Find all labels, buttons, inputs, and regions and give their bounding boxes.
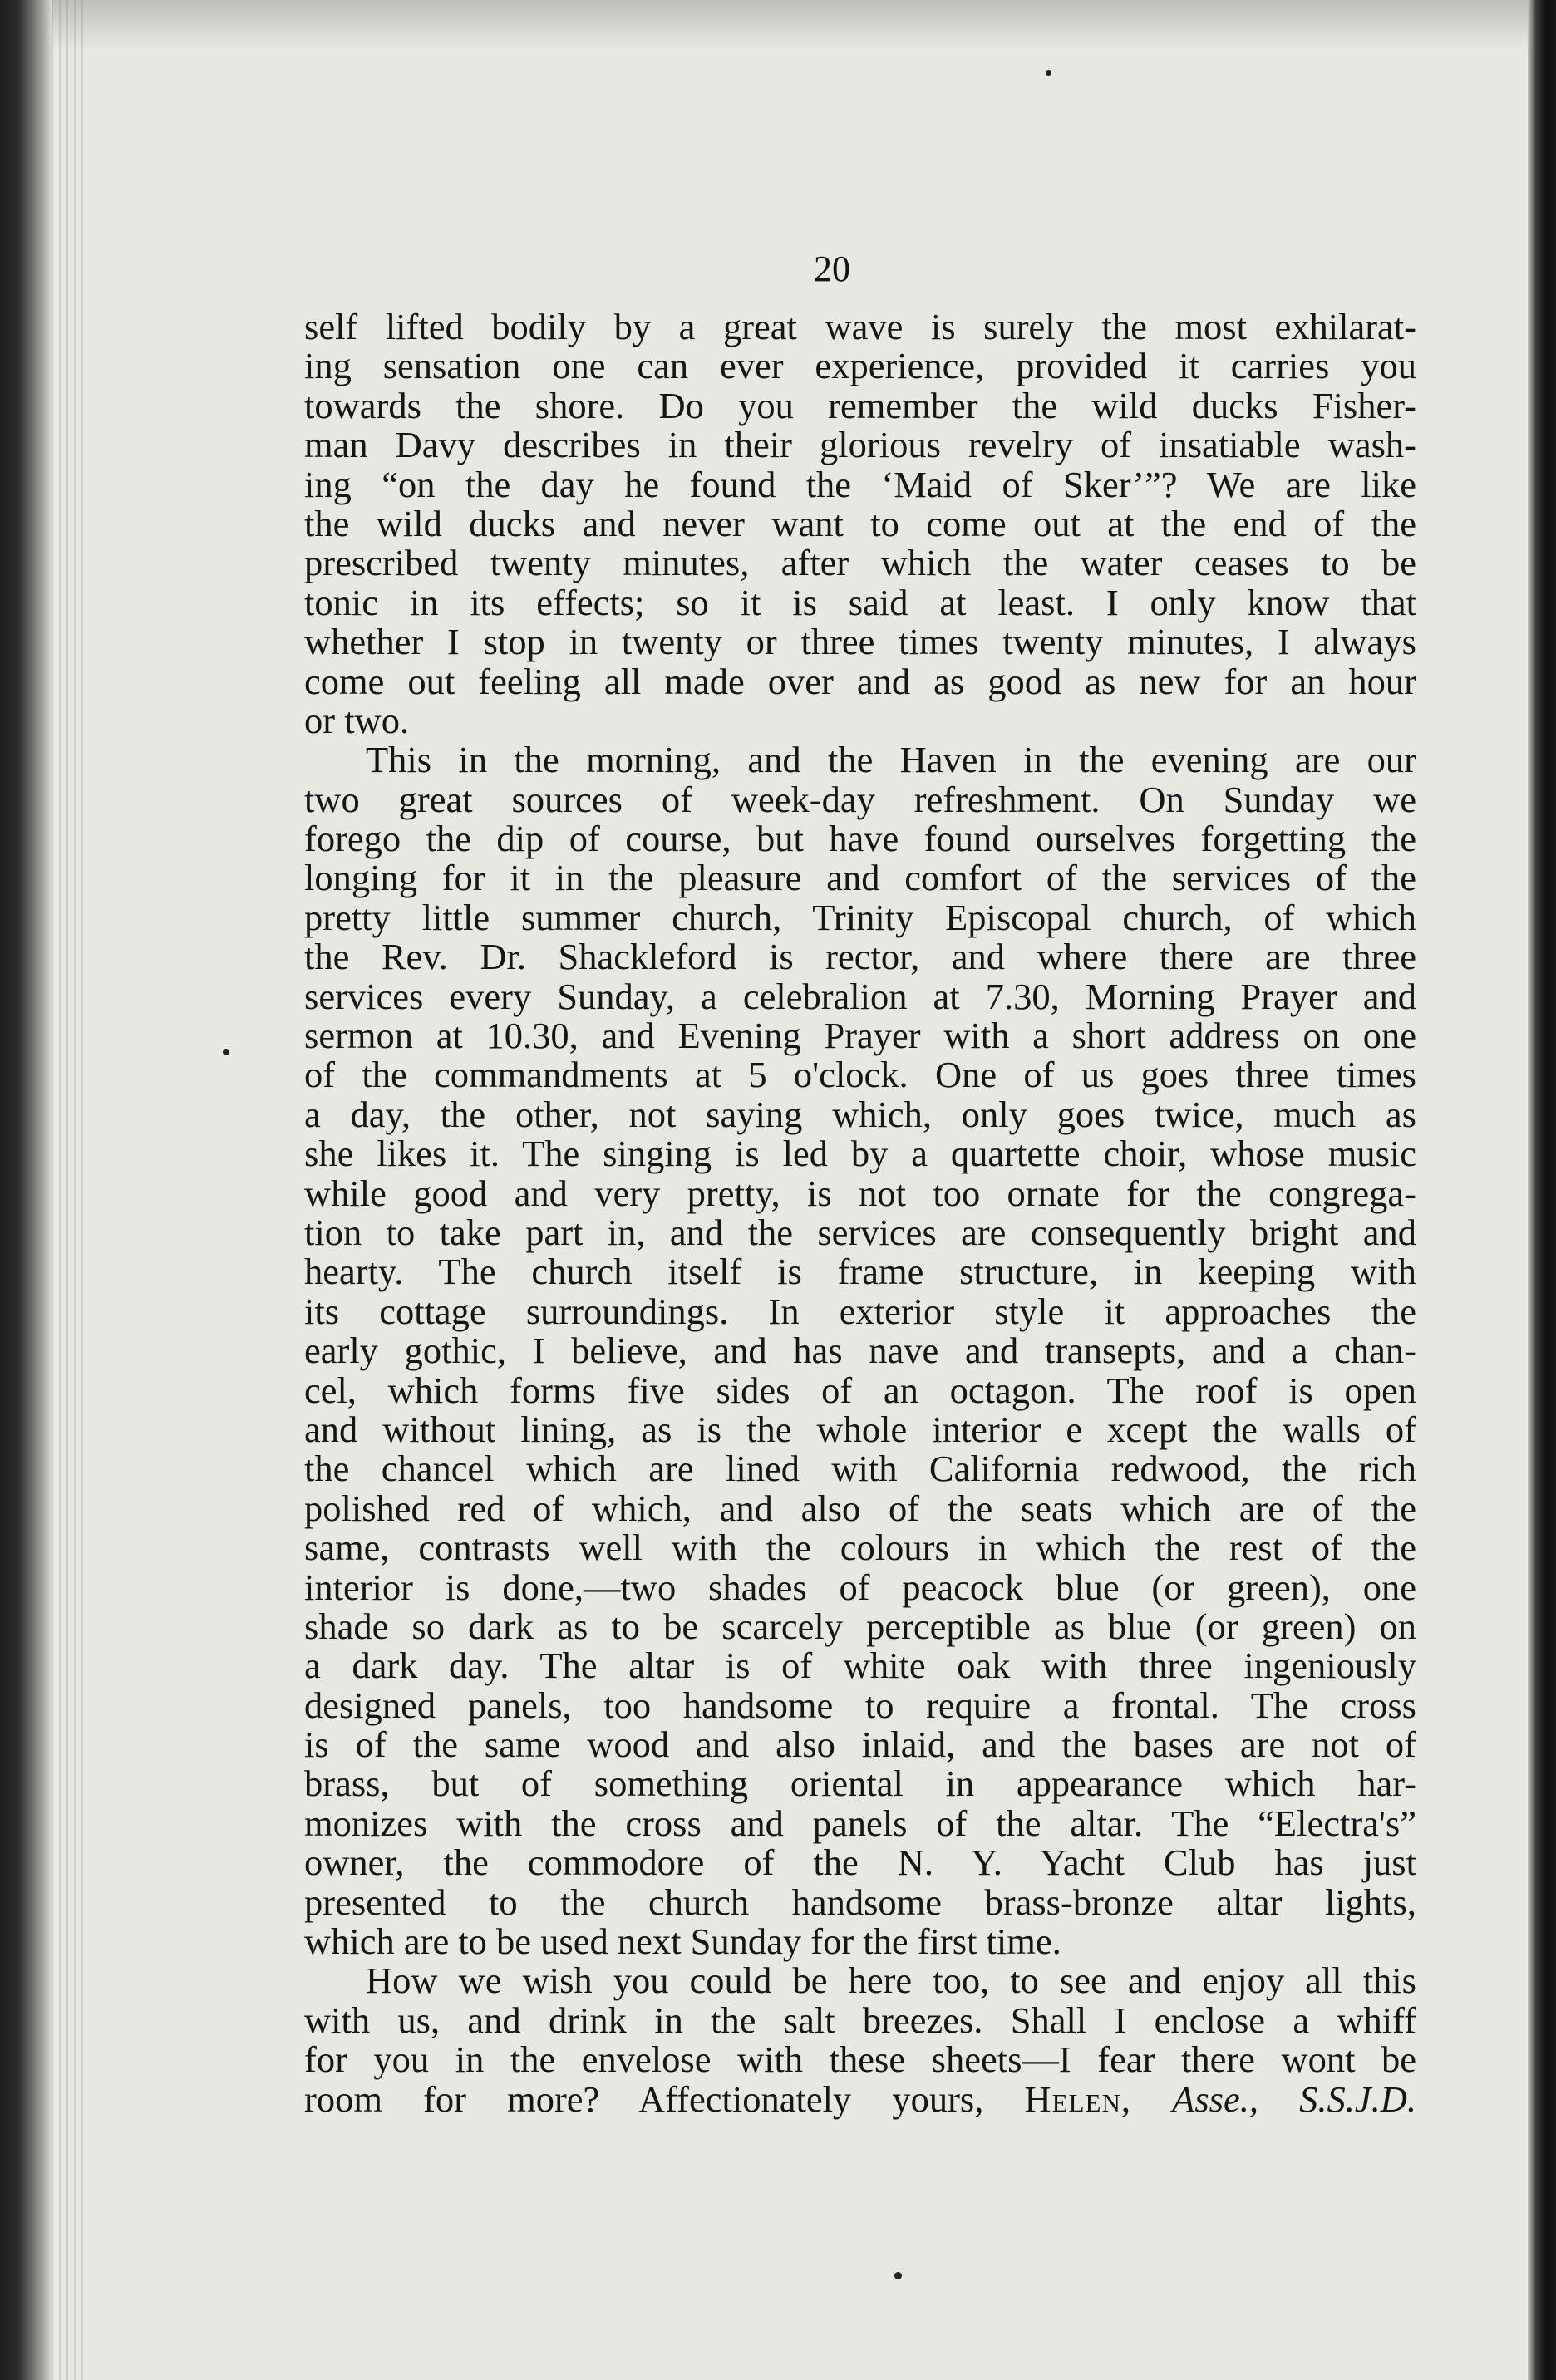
text-line: she likes it. The singing is led by a quartette choir, whose music — [304, 1133, 1416, 1175]
text-line: with us, and drink in the salt breezes. Shall I enclose a whiff — [304, 1999, 1416, 2041]
text-line: sermon at 10.30, and Evening Prayer with a short address on one — [304, 1015, 1416, 1057]
text-line: the Rev. Dr. Shackleford is rector, and where there are three — [304, 936, 1416, 978]
text-line: forego the dip of course, but have found ourselves forgetting the — [304, 818, 1416, 860]
text-line: tion to take part in, and the services are consequently bright and — [304, 1211, 1416, 1253]
paragraph-start-line: How we wish you could be here too, to see and enjoy all this — [366, 1960, 1416, 2002]
text-line: prescribed twenty minutes, after which the water ceases to be — [304, 542, 1416, 584]
print-speck — [223, 1049, 229, 1055]
text-line: presented to the church handsome brass-bronze altar lights, — [304, 1881, 1416, 1923]
text-line: come out feeling all made over and as good as new for an hour — [304, 660, 1416, 702]
paragraph-end-line: which are to be used next Sunday for the first time. — [304, 1920, 1061, 1963]
text-line: pretty little summer church, Trinity Episcopal church, of which — [304, 896, 1416, 938]
text-line: its cottage surroundings. In exterior style it approaches the — [304, 1290, 1416, 1332]
text-line: interior is done,—two shades of peacock blue (or green), one — [304, 1566, 1416, 1608]
text-line: the chancel which are lined with California redwood, the rich — [304, 1448, 1416, 1490]
text-line: owner, the commodore of the N. Y. Yacht Club has just — [304, 1842, 1416, 1884]
text-line: man Davy describes in their glorious revelry of insatiable wash- — [304, 424, 1416, 466]
text-line: whether I stop in twenty or three times twenty minutes, I always — [304, 621, 1416, 663]
text-line: ing “on the day he found the ‘Maid of Sker’”? We are like — [304, 463, 1416, 505]
page-number: 20 — [814, 248, 850, 289]
text-line: polished red of which, and also of the seats which are of the — [304, 1487, 1416, 1529]
text-line: longing for it in the pleasure and comfort of the services of the — [304, 857, 1416, 899]
text-line: the wild ducks and never want to come out at the end of the — [304, 502, 1416, 544]
text-line: cel, which forms five sides of an octagon. The roof is open — [304, 1369, 1416, 1411]
body-text — [304, 307, 1416, 2119]
text-line: designed panels, too handsome to require a frontal. The cross — [304, 1684, 1416, 1726]
text-line: shade so dark as to be scarcely perceptible as blue (or green) on — [304, 1605, 1416, 1647]
page-edge-lines — [52, 0, 85, 2380]
text-line: tonic in its effects; so it is said at least. I only know that — [304, 581, 1416, 623]
text-line: of the commandments at 5 o'clock. One of us goes three times — [304, 1054, 1416, 1096]
signature-name: Helen, — [1024, 2078, 1131, 2120]
text-line: a day, the other, not saying which, only goes twice, much as — [304, 1093, 1416, 1135]
book-binding-gutter — [0, 0, 52, 2380]
print-speck — [894, 2272, 902, 2279]
paragraph-end-line: or two. — [304, 699, 410, 741]
text-line: monizes with the cross and panels of the altar. The “Electra's” — [304, 1802, 1416, 1844]
print-speck — [1046, 70, 1051, 76]
text-line: self lifted bodily by a great wave is surely the most exhilarat- — [304, 306, 1416, 347]
text-line: and without lining, as is the whole interior e xcept the walls of — [304, 1408, 1416, 1450]
text-line: hearty. The church itself is frame structure, in keeping with — [304, 1251, 1416, 1293]
top-shadow — [52, 0, 1528, 50]
text-line: a dark day. The altar is of white oak with three ingeniously — [304, 1645, 1416, 1687]
text-line: early gothic, I believe, and has nave and transepts, and a chan- — [304, 1330, 1416, 1372]
text-line: same, contrasts well with the colours in which the rest of the — [304, 1527, 1416, 1569]
text-line: while good and very pretty, is not too ornate for the congrega- — [304, 1172, 1416, 1214]
text-line: services every Sunday, a celebralion at 7.30, Morning Prayer and — [304, 975, 1416, 1017]
text-line: for you in the envelose with these sheets—I fear there wont be — [304, 2038, 1416, 2081]
text-line: is of the same wood and also inlaid, and the bases are not of — [304, 1724, 1416, 1766]
signature-title: Asse., S.S.J.D. — [1172, 2078, 1416, 2120]
closing-line — [304, 2080, 1416, 2119]
text-line: towards the shore. Do you remember the wild ducks Fisher- — [304, 384, 1416, 426]
paragraph-start-line: This in the morning, and the Haven in the evening are our — [366, 739, 1416, 781]
text-line: brass, but of something oriental in appearance which har- — [304, 1763, 1416, 1805]
text-line: ing sensation one can ever experience, provided it carries you — [304, 345, 1416, 387]
right-page-edge — [1528, 0, 1556, 2380]
closing-text: room for more? Affectionately yours, — [304, 2078, 984, 2120]
text-line: two great sources of week-day refreshment. On Sunday we — [304, 778, 1416, 820]
